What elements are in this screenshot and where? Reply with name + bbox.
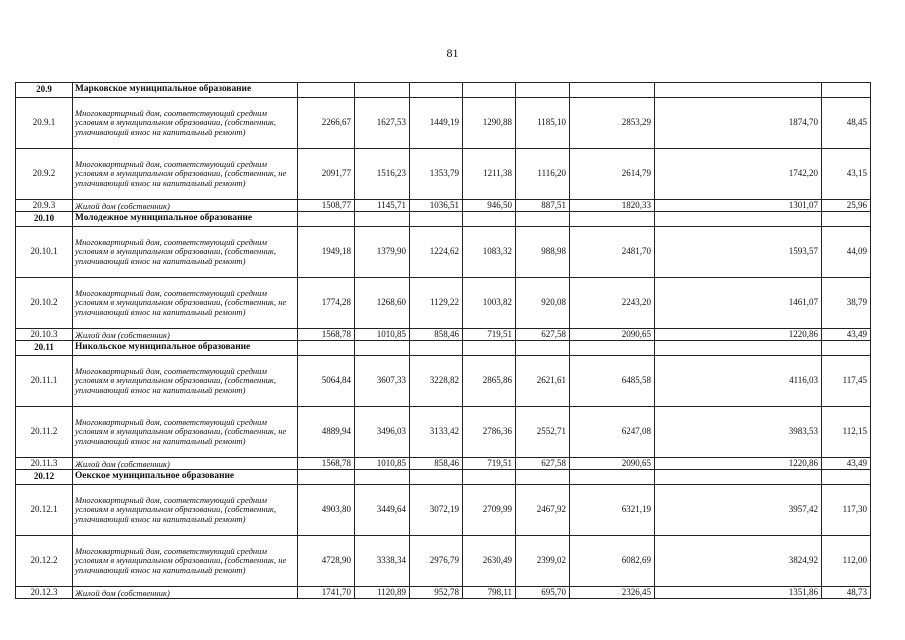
table-row (16, 329, 871, 341)
row-description: Многоквартирный дом, соответствующий средним условиям в муниципальном образовании, (собственник, не уплачивающий взнос на капитальный ремонт) (73, 536, 298, 587)
table-row (16, 278, 871, 329)
value-cell: 117,45 (822, 356, 871, 407)
empty-cell (822, 212, 871, 227)
value-cell: 112,00 (822, 536, 871, 587)
value-cell: 6321,19 (570, 485, 655, 536)
value-cell: 1220,86 (655, 458, 822, 470)
empty-cell (463, 470, 516, 485)
value-cell: 1741,70 (298, 587, 355, 599)
section-header-row (16, 83, 871, 98)
value-cell: 3607,33 (355, 356, 410, 407)
value-cell: 2976,79 (410, 536, 463, 587)
value-cell: 1010,85 (355, 458, 410, 470)
table-row (16, 98, 871, 149)
value-cell: 1145,71 (355, 200, 410, 212)
empty-cell (570, 83, 655, 98)
value-cell: 952,78 (410, 587, 463, 599)
row-description: Многоквартирный дом, соответствующий средним условиям в муниципальном образовании, (собственник, уплачивающий взнос на капитальный ремонт) (73, 485, 298, 536)
value-cell: 1820,33 (570, 200, 655, 212)
section-code: 20.11 (16, 341, 73, 356)
value-cell: 988,98 (516, 227, 570, 278)
row-description: Многоквартирный дом, соответствующий средним условиям в муниципальном образовании, (собственник, не уплачивающий взнос на капитальный ремонт) (73, 407, 298, 458)
value-cell: 1003,82 (463, 278, 516, 329)
value-cell: 2266,67 (298, 98, 355, 149)
value-cell: 6247,08 (570, 407, 655, 458)
empty-cell (463, 212, 516, 227)
value-cell: 43,49 (822, 458, 871, 470)
empty-cell (822, 83, 871, 98)
value-cell: 1508,77 (298, 200, 355, 212)
value-cell: 25,96 (822, 200, 871, 212)
value-cell: 2326,45 (570, 587, 655, 599)
value-cell: 43,49 (822, 329, 871, 341)
empty-cell (410, 470, 463, 485)
value-cell: 2552,71 (516, 407, 570, 458)
value-cell: 1010,85 (355, 329, 410, 341)
value-cell: 3133,42 (410, 407, 463, 458)
value-cell: 719,51 (463, 458, 516, 470)
value-cell: 920,08 (516, 278, 570, 329)
value-cell: 1627,53 (355, 98, 410, 149)
empty-cell (655, 212, 822, 227)
row-code: 20.9.2 (16, 149, 73, 200)
value-cell: 2865,86 (463, 356, 516, 407)
empty-cell (355, 212, 410, 227)
value-cell: 1083,32 (463, 227, 516, 278)
value-cell: 1290,88 (463, 98, 516, 149)
value-cell: 112,15 (822, 407, 871, 458)
section-code: 20.9 (16, 83, 73, 98)
row-code: 20.10.3 (16, 329, 73, 341)
value-cell: 1301,07 (655, 200, 822, 212)
value-cell: 2614,79 (570, 149, 655, 200)
row-description: Жилой дом (собственник) (73, 329, 298, 341)
empty-cell (822, 341, 871, 356)
empty-cell (298, 212, 355, 227)
row-code: 20.12.2 (16, 536, 73, 587)
row-code: 20.10.2 (16, 278, 73, 329)
value-cell: 798,11 (463, 587, 516, 599)
table-row (16, 587, 871, 599)
value-cell: 627,58 (516, 458, 570, 470)
section-title: Молодежное муниципальное образование (73, 212, 298, 227)
row-description: Жилой дом (собственник) (73, 458, 298, 470)
value-cell: 695,70 (516, 587, 570, 599)
value-cell: 1036,51 (410, 200, 463, 212)
value-cell: 1874,70 (655, 98, 822, 149)
value-cell: 719,51 (463, 329, 516, 341)
value-cell: 3072,19 (410, 485, 463, 536)
empty-cell (410, 212, 463, 227)
table-row (16, 536, 871, 587)
row-code: 20.9.3 (16, 200, 73, 212)
empty-cell (655, 83, 822, 98)
row-description: Жилой дом (собственник) (73, 200, 298, 212)
empty-cell (516, 83, 570, 98)
value-cell: 2709,99 (463, 485, 516, 536)
value-cell: 1129,22 (410, 278, 463, 329)
value-cell: 1379,90 (355, 227, 410, 278)
value-cell: 1268,60 (355, 278, 410, 329)
value-cell: 1224,62 (410, 227, 463, 278)
value-cell: 2786,36 (463, 407, 516, 458)
value-cell: 48,45 (822, 98, 871, 149)
value-cell: 2621,61 (516, 356, 570, 407)
value-cell: 1742,20 (655, 149, 822, 200)
value-cell: 2091,77 (298, 149, 355, 200)
value-cell: 1516,23 (355, 149, 410, 200)
value-cell: 3338,34 (355, 536, 410, 587)
value-cell: 3228,82 (410, 356, 463, 407)
section-title: Марковское муниципальное образование (73, 83, 298, 98)
empty-cell (355, 341, 410, 356)
table-row (16, 356, 871, 407)
section-title: Никольское муниципальное образование (73, 341, 298, 356)
value-cell: 5064,84 (298, 356, 355, 407)
empty-cell (355, 83, 410, 98)
empty-cell (298, 341, 355, 356)
empty-cell (822, 470, 871, 485)
value-cell: 43,15 (822, 149, 871, 200)
empty-cell (570, 212, 655, 227)
table-row (16, 458, 871, 470)
value-cell: 2630,49 (463, 536, 516, 587)
row-code: 20.10.1 (16, 227, 73, 278)
value-cell: 1774,28 (298, 278, 355, 329)
row-code: 20.11.3 (16, 458, 73, 470)
value-cell: 2090,65 (570, 458, 655, 470)
value-cell: 2467,92 (516, 485, 570, 536)
empty-cell (298, 470, 355, 485)
value-cell: 887,51 (516, 200, 570, 212)
row-code: 20.12.3 (16, 587, 73, 599)
empty-cell (570, 341, 655, 356)
value-cell: 1120,89 (355, 587, 410, 599)
value-cell: 627,58 (516, 329, 570, 341)
row-description: Многоквартирный дом, соответствующий средним условиям в муниципальном образовании, (собственник, уплачивающий взнос на капитальный ремонт) (73, 98, 298, 149)
value-cell: 1949,18 (298, 227, 355, 278)
value-cell: 2243,20 (570, 278, 655, 329)
value-cell: 6082,69 (570, 536, 655, 587)
row-description: Жилой дом (собственник) (73, 587, 298, 599)
value-cell: 3449,64 (355, 485, 410, 536)
table-row (16, 407, 871, 458)
section-header-row (16, 470, 871, 485)
value-cell: 38,79 (822, 278, 871, 329)
row-description: Многоквартирный дом, соответствующий средним условиям в муниципальном образовании, (собственник, уплачивающий взнос на капитальный ремонт) (73, 356, 298, 407)
value-cell: 3496,03 (355, 407, 410, 458)
value-cell: 4903,80 (298, 485, 355, 536)
empty-cell (463, 341, 516, 356)
value-cell: 1461,07 (655, 278, 822, 329)
row-description: Многоквартирный дом, соответствующий средним условиям в муниципальном образовании, (собственник, не уплачивающий взнос на капитальный ремонт) (73, 149, 298, 200)
section-header-row (16, 341, 871, 356)
row-description: Многоквартирный дом, соответствующий средним условиям в муниципальном образовании, (собственник, уплачивающий взнос на капитальный ремонт) (73, 227, 298, 278)
empty-cell (516, 212, 570, 227)
section-code: 20.10 (16, 212, 73, 227)
value-cell: 48,73 (822, 587, 871, 599)
value-cell: 1353,79 (410, 149, 463, 200)
table-row (16, 149, 871, 200)
value-cell: 1220,86 (655, 329, 822, 341)
value-cell: 6485,58 (570, 356, 655, 407)
section-code: 20.12 (16, 470, 73, 485)
empty-cell (516, 470, 570, 485)
value-cell: 1116,20 (516, 149, 570, 200)
empty-cell (463, 83, 516, 98)
tariff-table (15, 82, 871, 599)
value-cell: 3957,42 (655, 485, 822, 536)
value-cell: 1568,78 (298, 329, 355, 341)
row-description: Многоквартирный дом, соответствующий средним условиям в муниципальном образовании, (собственник, не уплачивающий взнос на капитальный ремонт) (73, 278, 298, 329)
table-row (16, 200, 871, 212)
row-code: 20.12.1 (16, 485, 73, 536)
value-cell: 117,30 (822, 485, 871, 536)
value-cell: 1449,19 (410, 98, 463, 149)
value-cell: 3824,92 (655, 536, 822, 587)
value-cell: 946,50 (463, 200, 516, 212)
value-cell: 858,46 (410, 458, 463, 470)
value-cell: 44,09 (822, 227, 871, 278)
empty-cell (355, 470, 410, 485)
value-cell: 2399,02 (516, 536, 570, 587)
empty-cell (655, 470, 822, 485)
row-code: 20.9.1 (16, 98, 73, 149)
value-cell: 2090,65 (570, 329, 655, 341)
empty-cell (570, 470, 655, 485)
empty-cell (298, 83, 355, 98)
page-number: 81 (446, 46, 459, 60)
empty-cell (655, 341, 822, 356)
section-header-row (16, 212, 871, 227)
value-cell: 2481,70 (570, 227, 655, 278)
empty-cell (516, 341, 570, 356)
value-cell: 1185,10 (516, 98, 570, 149)
value-cell: 858,46 (410, 329, 463, 341)
value-cell: 1351,86 (655, 587, 822, 599)
table-row (16, 485, 871, 536)
empty-cell (410, 83, 463, 98)
value-cell: 4116,03 (655, 356, 822, 407)
value-cell: 1593,57 (655, 227, 822, 278)
table-row (16, 227, 871, 278)
row-code: 20.11.2 (16, 407, 73, 458)
row-code: 20.11.1 (16, 356, 73, 407)
value-cell: 3983,53 (655, 407, 822, 458)
value-cell: 1568,78 (298, 458, 355, 470)
value-cell: 4889,94 (298, 407, 355, 458)
value-cell: 1211,38 (463, 149, 516, 200)
value-cell: 4728,90 (298, 536, 355, 587)
empty-cell (410, 341, 463, 356)
section-title: Оекское муниципальное образование (73, 470, 298, 485)
value-cell: 2853,29 (570, 98, 655, 149)
